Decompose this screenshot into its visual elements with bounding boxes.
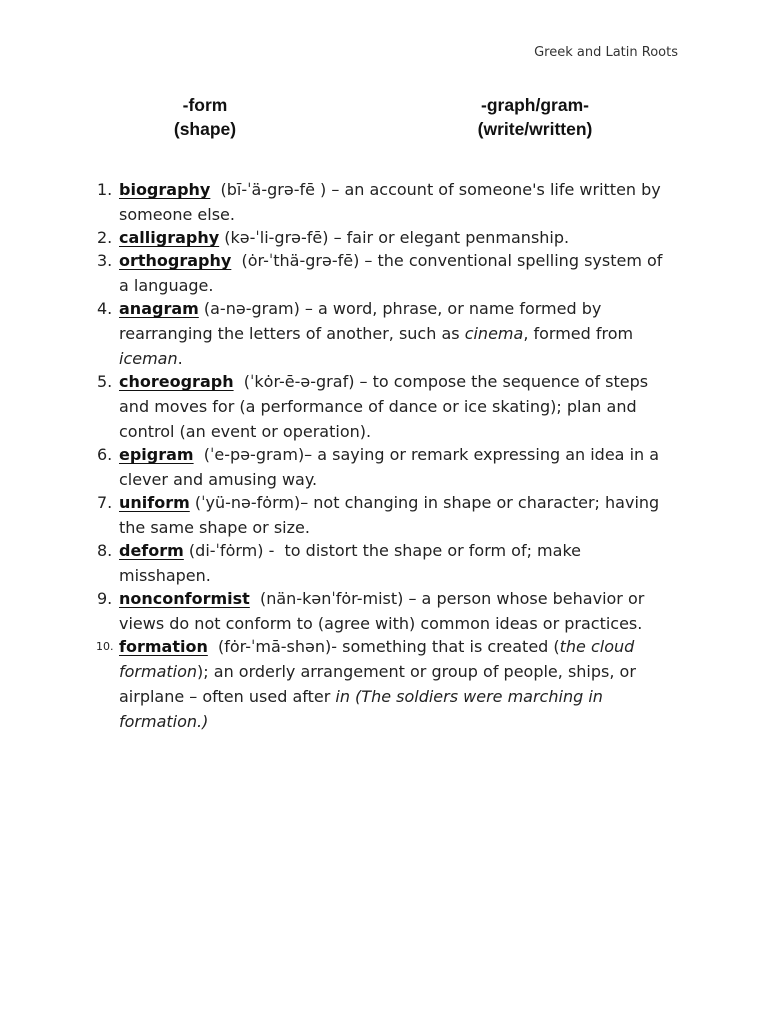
list-item	[0, 248, 768, 298]
definition-text: a word, phrase, or name formed by rearranging the letters of another, such as	[119, 299, 602, 343]
vocab-term: deform	[119, 541, 184, 560]
definition: a saying or remark expressing an idea in a clever and amusing way.	[119, 445, 660, 489]
pronunciation: (ˈyü-nə-fȯrm)–	[189, 493, 314, 512]
vocab-term: orthography	[119, 251, 232, 270]
page-header: Greek and Latin Roots	[534, 45, 678, 60]
definition: the conventional spelling system of a language.	[119, 251, 663, 295]
list-item	[0, 369, 768, 444]
definition-italic: iceman	[119, 349, 178, 368]
definition: to compose the sequence of steps and moves for (a performance of dance or ice skating); plan and control (an event or operation).	[119, 372, 649, 441]
root-term: -graph/gram-	[481, 95, 589, 115]
vocab-term: calligraphy	[119, 228, 220, 247]
root-meaning: (write/written)	[477, 119, 593, 139]
definition-text: ); an orderly arrangement or group of people, ships, or airplane – often used after	[119, 662, 636, 706]
list-item	[0, 442, 768, 492]
vocab-term: anagram	[119, 299, 199, 318]
definition: a person whose behavior or views do not conform to (agree with) common ideas or practices.	[119, 589, 645, 633]
item-number: 6.	[97, 445, 113, 464]
pronunciation: (di-ˈfȯrm) -	[183, 541, 285, 560]
vocab-term: epigram	[119, 445, 194, 464]
definition-italic: in (The soldiers were marching in formation.)	[119, 687, 603, 731]
item-number: 5.	[97, 372, 113, 391]
pronunciation: (kə-ˈli-grə-fē) –	[219, 228, 347, 247]
root-column-graph	[415, 93, 655, 141]
vocabulary-list	[0, 177, 768, 732]
pronunciation: (ˈe-pə-gram)–	[193, 445, 318, 464]
item-number: 3.	[97, 251, 113, 270]
pronunciation: (ȯr-ˈthä-grə-fē) –	[231, 251, 378, 270]
vocab-term: nonconformist	[119, 589, 250, 608]
vocab-term: uniform	[119, 493, 190, 512]
item-number: 8.	[97, 541, 113, 560]
list-item	[0, 538, 768, 588]
vocab-term: choreograph	[119, 372, 234, 391]
root-term: -form	[182, 95, 228, 115]
list-item	[0, 177, 768, 227]
definition-text: .	[177, 349, 183, 368]
definition: to distort the shape or form of; make misshapen.	[119, 541, 581, 585]
item-number: 10.	[96, 640, 114, 653]
list-item	[0, 634, 768, 734]
definition-italic: cinema	[464, 324, 524, 343]
item-number: 1.	[97, 180, 113, 199]
definition: an account of someone's life written by someone else.	[119, 180, 661, 224]
definition: fair or elegant penmanship.	[346, 228, 570, 247]
list-item	[0, 225, 768, 250]
item-number: 2.	[97, 228, 113, 247]
vocab-term: biography	[119, 180, 211, 199]
list-item	[0, 586, 768, 636]
item-number: 9.	[97, 589, 113, 608]
root-column-form	[115, 93, 295, 141]
pronunciation: (ˈkȯr-ē-ə-graf) –	[233, 372, 373, 391]
list-item	[0, 296, 768, 371]
pronunciation: (nän-kənˈfȯr-mist) –	[249, 589, 422, 608]
item-number: 7.	[97, 493, 113, 512]
root-meaning: (shape)	[173, 119, 237, 139]
item-number: 4.	[97, 299, 113, 318]
pronunciation: (bī-ˈä-grə-fē ) –	[210, 180, 345, 199]
pronunciation: (fȯr-ˈmā-shən)-	[207, 637, 343, 656]
vocab-term: formation	[119, 637, 208, 656]
definition-italic: the cloud formation	[119, 637, 635, 681]
pronunciation: (a-nə-gram) –	[198, 299, 318, 318]
definition-text: , formed from	[523, 324, 634, 343]
definition-text: something that is created (	[342, 637, 560, 656]
definition: not changing in shape or character; having the same shape or size.	[119, 493, 660, 537]
list-item	[0, 490, 768, 540]
